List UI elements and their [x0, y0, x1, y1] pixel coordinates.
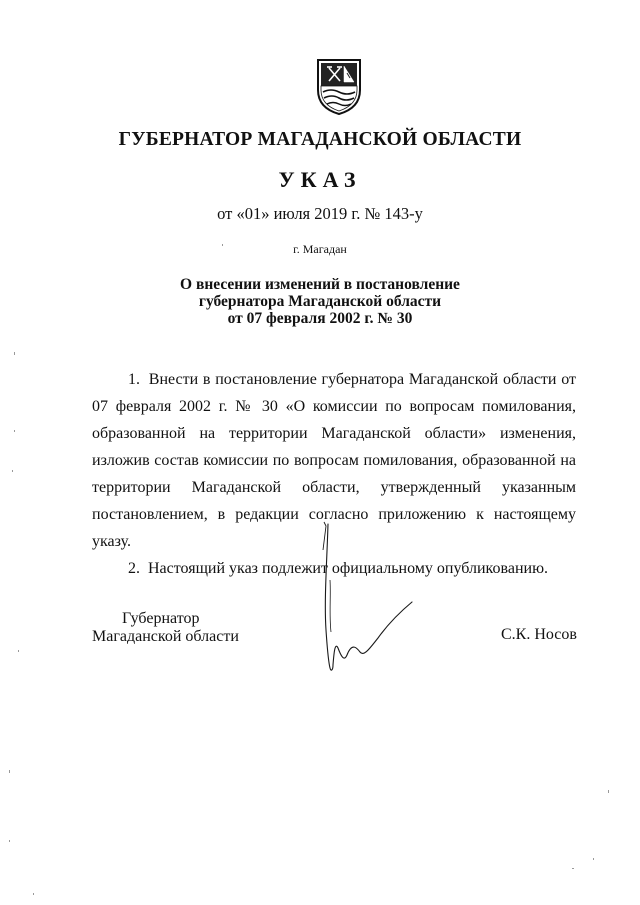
issuing-authority: ГУБЕРНАТОР МАГАДАНСКОЙ ОБЛАСТИ: [118, 129, 522, 150]
paragraph-text: Настоящий указ подлежит официальному опубликованию.: [148, 560, 549, 577]
document-type: УКАЗ: [278, 167, 362, 192]
document-date-number: от «01» июля 2019 г. № 143-у: [217, 204, 423, 223]
subject-line: О внесении изменений в постановление: [180, 276, 460, 293]
subject-line: губернатора Магаданской области: [198, 293, 442, 310]
paragraph-number: 1.: [128, 371, 140, 388]
document-subject: [0, 276, 640, 327]
signatory-title-line: Магаданской области: [92, 628, 239, 645]
paragraph-number: 2.: [128, 560, 140, 577]
subject-line: от 07 февраля 2002 г. № 30: [227, 310, 413, 327]
document-place: г. Магадан: [293, 242, 347, 256]
handwritten-signature-icon: [300, 520, 430, 690]
magadan-coat-of-arms-icon: [314, 56, 364, 116]
signatory-name: С.К. Носов: [501, 626, 577, 643]
signatory-title: [92, 610, 239, 646]
signatory-title-line: Губернатор: [122, 610, 200, 627]
paragraph-text: Внести в постановление губернатора Магаданской области от 07 февраля 2002 г. № 30 «О комиссии по вопросам помилования, образованной на территории Магаданской области» изменения, изложив состав комиссии по вопросам помилования, образованной на территории Магаданской области, утвержденный указанным постановлением, в редакции согласно приложению к настоящему указу.: [92, 371, 577, 550]
